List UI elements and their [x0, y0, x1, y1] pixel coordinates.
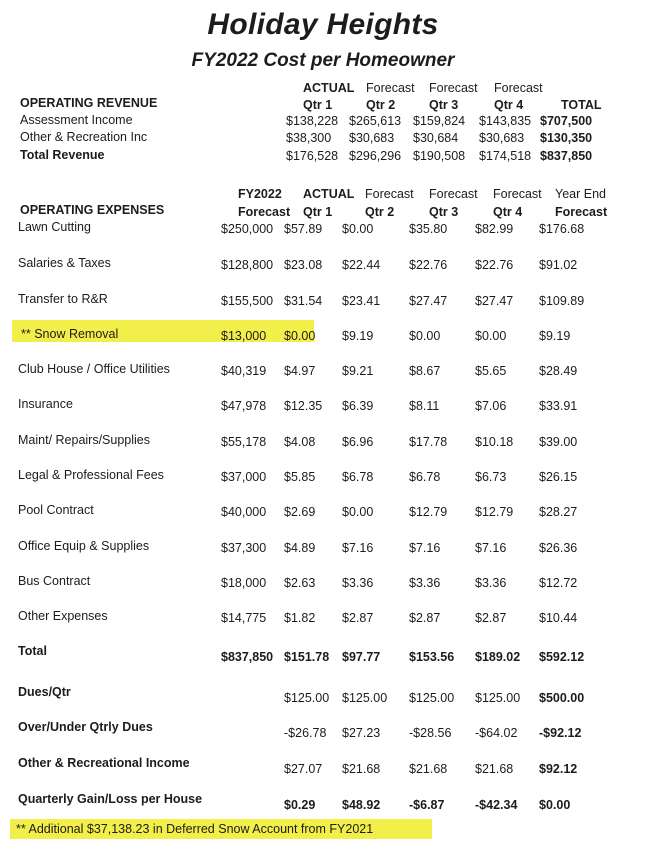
footnote: ** Additional $37,138.23 in Deferred Snow Account from FY2021	[16, 822, 374, 836]
revenue-value: $176,528	[286, 149, 339, 163]
expense-col-header: Qtr 2	[365, 205, 395, 219]
expense-value: $0.00	[475, 329, 507, 343]
expense-col-header: ACTUAL	[303, 187, 355, 201]
revenue-value: $130,350	[540, 131, 593, 145]
revenue-col-header: Forecast	[429, 81, 478, 95]
expense-value: -$26.78	[284, 726, 327, 740]
revenue-row-label: Other & Recreation Inc	[20, 130, 148, 144]
expense-row-label: Dues/Qtr	[18, 685, 71, 699]
expense-value: $35.80	[409, 222, 448, 236]
expense-value: -$28.56	[409, 726, 452, 740]
revenue-value: $265,613	[349, 114, 402, 128]
expense-col-header: Qtr 4	[493, 205, 523, 219]
expense-value: $37,300	[221, 541, 267, 555]
revenue-col-header: Forecast	[494, 81, 543, 95]
expense-value: $12.35	[284, 399, 323, 413]
expense-row-label: Maint/ Repairs/Supplies	[18, 433, 151, 447]
revenue-value: $837,850	[540, 149, 593, 163]
expense-value: $500.00	[539, 691, 585, 705]
expense-value: $176.68	[539, 222, 585, 236]
expense-value: $12.72	[539, 576, 578, 590]
expense-value: $6.96	[342, 435, 374, 449]
expense-value: $250,000	[221, 222, 274, 236]
expense-value: $7.06	[475, 399, 507, 413]
expense-value: $92.12	[539, 762, 578, 776]
expense-value: $27.47	[409, 294, 448, 308]
revenue-col-header: Qtr 2	[366, 98, 396, 112]
expense-row-label: Legal & Professional Fees	[18, 468, 164, 482]
revenue-value: $30,683	[349, 131, 395, 145]
expense-row-label: Club House / Office Utilities	[18, 362, 170, 376]
revenue-value: $143,835	[479, 114, 532, 128]
expense-value: $31.54	[284, 294, 323, 308]
expense-value: $13,000	[221, 329, 267, 343]
expense-value: $27.07	[284, 762, 323, 776]
expense-value: $2.69	[284, 505, 316, 519]
expense-value: $40,000	[221, 505, 267, 519]
expense-value: $21.68	[475, 762, 514, 776]
expense-value: $47,978	[221, 399, 267, 413]
expense-value: $1.82	[284, 611, 316, 625]
page-title: Holiday Heights	[207, 8, 439, 41]
expense-value: $6.78	[342, 470, 374, 484]
expense-value: $28.27	[539, 505, 578, 519]
revenue-col-header: Forecast	[366, 81, 415, 95]
expense-row-label: Lawn Cutting	[18, 220, 91, 234]
revenue-value: $190,508	[413, 149, 466, 163]
expense-value: $22.44	[342, 258, 381, 272]
expense-value: $21.68	[409, 762, 448, 776]
revenue-value: $159,824	[413, 114, 466, 128]
expense-row-label: Bus Contract	[18, 574, 91, 588]
expense-value: $22.76	[475, 258, 514, 272]
expense-value: $27.23	[342, 726, 381, 740]
expense-value: $153.56	[409, 650, 455, 664]
expense-value: $17.78	[409, 435, 448, 449]
expense-value: $109.89	[539, 294, 585, 308]
expense-value: $21.68	[342, 762, 381, 776]
expense-value: $28.49	[539, 364, 578, 378]
expense-value: $592.12	[539, 650, 585, 664]
expense-col-header: FY2022	[238, 187, 282, 201]
expense-row-label: Insurance	[18, 397, 73, 411]
expense-value: -$64.02	[475, 726, 518, 740]
expense-value: $0.00	[284, 329, 316, 343]
revenue-section-label: OPERATING REVENUE	[20, 96, 158, 110]
expense-value: $55,178	[221, 435, 267, 449]
expense-value: $40,319	[221, 364, 267, 378]
expense-value: $189.02	[475, 650, 521, 664]
revenue-value: $30,684	[413, 131, 459, 145]
expense-col-header: Year End	[555, 187, 606, 201]
expense-value: $3.36	[409, 576, 441, 590]
expense-value: $3.36	[475, 576, 507, 590]
expense-row-label: Salaries & Taxes	[18, 256, 111, 270]
revenue-col-header: ACTUAL	[303, 81, 355, 95]
expense-value: $5.65	[475, 364, 507, 378]
expense-row-label: Pool Contract	[18, 503, 94, 517]
expense-value: $26.15	[539, 470, 578, 484]
expense-value: $125.00	[284, 691, 330, 705]
expense-value: $10.18	[475, 435, 514, 449]
expense-value: $26.36	[539, 541, 578, 555]
expense-value: $0.29	[284, 798, 316, 812]
expense-section-label: OPERATING EXPENSES	[20, 203, 165, 217]
expense-row-label: Transfer to R&R	[18, 292, 108, 306]
expense-value: $9.19	[342, 329, 374, 343]
expense-value: $12.79	[475, 505, 514, 519]
revenue-col-header: TOTAL	[561, 98, 602, 112]
revenue-col-header: Qtr 1	[303, 98, 333, 112]
expense-value: $97.77	[342, 650, 381, 664]
expense-row-label: Other Expenses	[18, 609, 108, 623]
expense-row-label: Other & Recreational Income	[18, 756, 190, 770]
expense-value: $10.44	[539, 611, 578, 625]
expense-value: $4.89	[284, 541, 316, 555]
expense-value: $5.85	[284, 470, 316, 484]
expense-value: $4.08	[284, 435, 316, 449]
expense-value: $33.91	[539, 399, 578, 413]
expense-row-label: Office Equip & Supplies	[18, 539, 150, 553]
expense-row-label: Quarterly Gain/Loss per House	[18, 792, 203, 806]
revenue-value: $30,683	[479, 131, 525, 145]
expense-value: $37,000	[221, 470, 267, 484]
expense-value: $9.21	[342, 364, 374, 378]
revenue-value: $707,500	[540, 114, 593, 128]
expense-value: $3.36	[342, 576, 374, 590]
expense-value: $7.16	[475, 541, 507, 555]
expense-value: $2.63	[284, 576, 316, 590]
revenue-col-header: Qtr 4	[494, 98, 524, 112]
expense-value: $7.16	[409, 541, 441, 555]
expense-value: $155,500	[221, 294, 274, 308]
revenue-col-header: Qtr 3	[429, 98, 459, 112]
expense-value: $22.76	[409, 258, 448, 272]
expense-col-header: Forecast	[238, 205, 291, 219]
expense-value: $0.00	[342, 505, 374, 519]
expense-value: $0.00	[539, 798, 571, 812]
expense-value: $125.00	[409, 691, 455, 705]
page-subtitle: FY2022 Cost per Homeowner	[191, 50, 455, 71]
expense-value: $6.73	[475, 470, 507, 484]
revenue-value: $38,300	[286, 131, 332, 145]
expense-value: $0.00	[342, 222, 374, 236]
expense-col-header: Forecast	[365, 187, 414, 201]
expense-value: -$6.87	[409, 798, 445, 812]
expense-value: $48.92	[342, 798, 381, 812]
expense-col-header: Forecast	[555, 205, 608, 219]
expense-value: $12.79	[409, 505, 448, 519]
expense-value: $125.00	[475, 691, 521, 705]
revenue-value: $174,518	[479, 149, 532, 163]
expense-value: $837,850	[221, 650, 274, 664]
expense-value: $23.41	[342, 294, 381, 308]
expense-value: $2.87	[409, 611, 441, 625]
expense-value: $8.11	[409, 399, 440, 413]
expense-value: -$42.34	[475, 798, 518, 812]
expense-value: $7.16	[342, 541, 374, 555]
expense-value: $9.19	[539, 329, 571, 343]
revenue-row-label: Assessment Income	[20, 113, 133, 127]
expense-value: $82.99	[475, 222, 514, 236]
expense-value: $27.47	[475, 294, 514, 308]
expense-value: $6.39	[342, 399, 374, 413]
expense-value: $125.00	[342, 691, 388, 705]
expense-row-label: Total	[18, 644, 47, 658]
expense-value: $23.08	[284, 258, 323, 272]
expense-row-label: ** Snow Removal	[21, 327, 119, 341]
expense-row-label: Over/Under Qtrly Dues	[18, 720, 153, 734]
expense-col-header: Qtr 1	[303, 205, 333, 219]
expense-value: $8.67	[409, 364, 441, 378]
expense-value: $2.87	[342, 611, 374, 625]
expense-value: $151.78	[284, 650, 330, 664]
expense-value: $39.00	[539, 435, 578, 449]
expense-col-header: Forecast	[493, 187, 542, 201]
expense-col-header: Forecast	[429, 187, 478, 201]
expense-value: $6.78	[409, 470, 441, 484]
expense-value: $128,800	[221, 258, 274, 272]
expense-value: $14,775	[221, 611, 267, 625]
expense-value: $91.02	[539, 258, 578, 272]
expense-value: $4.97	[284, 364, 316, 378]
revenue-row-label: Total Revenue	[20, 148, 105, 162]
expense-value: $18,000	[221, 576, 267, 590]
revenue-value: $296,296	[349, 149, 402, 163]
expense-value: $0.00	[409, 329, 441, 343]
expense-value: $57.89	[284, 222, 323, 236]
expense-value: $2.87	[475, 611, 507, 625]
expense-col-header: Qtr 3	[429, 205, 459, 219]
revenue-value: $138,228	[286, 114, 339, 128]
expense-value: -$92.12	[539, 726, 582, 740]
